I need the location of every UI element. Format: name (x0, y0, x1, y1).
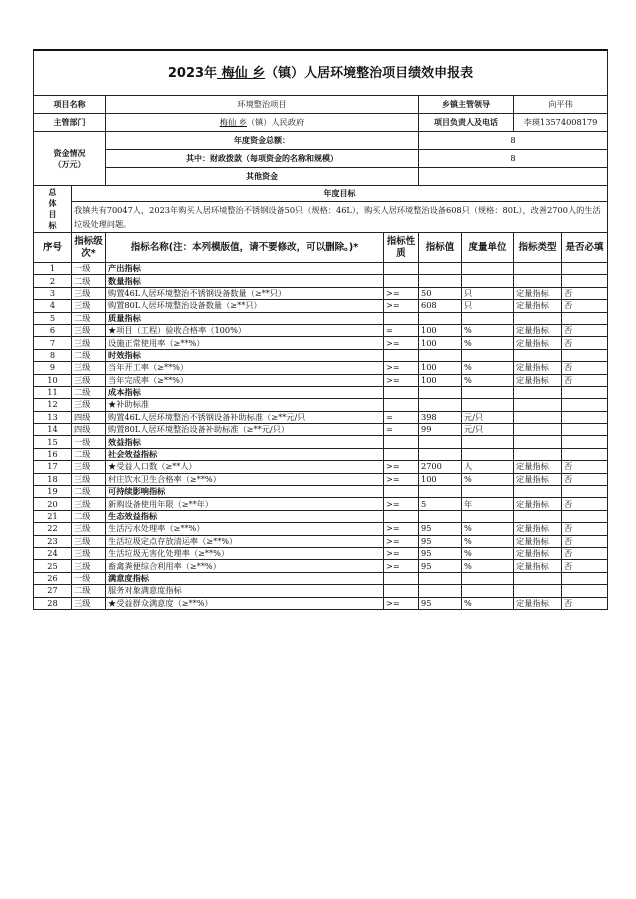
indicator-seq: 28 (34, 597, 72, 609)
indicator-row (34, 349, 608, 361)
indicator-level: 三级 (72, 535, 106, 547)
indicator-level: 一级 (72, 572, 106, 584)
township-name: 梅仙 乡 (217, 65, 266, 81)
col-type: 指标类型 (514, 233, 562, 263)
col-nature: 指标性质 (384, 233, 419, 263)
indicator-required (562, 399, 608, 411)
indicator-required (562, 411, 608, 423)
indicator-name: 村庄饮水卫生合格率（≥**%） (106, 473, 384, 485)
indicator-value (419, 386, 462, 398)
indicator-seq: 25 (34, 560, 72, 572)
indicator-unit: % (462, 547, 514, 559)
indicator-required (562, 510, 608, 522)
indicator-nature (384, 510, 419, 522)
indicator-level: 三级 (72, 547, 106, 559)
indicator-level: 三级 (72, 362, 106, 374)
indicator-nature: >= (384, 300, 419, 312)
indicator-value: 95 (419, 535, 462, 547)
indicator-required: 否 (562, 362, 608, 374)
indicator-value (419, 448, 462, 460)
indicator-required (562, 424, 608, 436)
indicator-name: 质量指标 (106, 312, 384, 324)
indicator-type: 定量指标 (514, 560, 562, 572)
indicator-type: 定量指标 (514, 535, 562, 547)
indicator-type: 定量指标 (514, 287, 562, 299)
indicator-unit: % (462, 535, 514, 547)
indicator-type (514, 424, 562, 436)
indicator-value (419, 436, 462, 448)
annual-goal-text: 我镇共有70047人，2023年购买人居环境整治不锈钢设备50只（规格：46L），购买人居环境整治设备608只（规格：80L），改善2700人的生活垃圾处理问题。 (72, 202, 608, 233)
indicator-row (34, 486, 608, 498)
indicator-row (34, 424, 608, 436)
indicator-nature: >= (384, 498, 419, 510)
indicator-value: 608 (419, 300, 462, 312)
indicator-row (34, 436, 608, 448)
indicator-row (34, 275, 608, 287)
indicator-type: 定量指标 (514, 461, 562, 473)
indicator-required: 否 (562, 324, 608, 336)
contact-label: 项目负责人及电话 (419, 114, 514, 132)
indicator-value: 100 (419, 374, 462, 386)
indicator-nature (384, 572, 419, 584)
indicator-required (562, 436, 608, 448)
indicator-name: 时效指标 (106, 349, 384, 361)
indicator-name: 生态效益指标 (106, 510, 384, 522)
indicator-value: 95 (419, 597, 462, 609)
indicator-row (34, 411, 608, 423)
indicator-rows (34, 263, 608, 610)
indicator-seq: 21 (34, 510, 72, 522)
indicator-nature (384, 436, 419, 448)
indicator-row (34, 386, 608, 398)
indicator-name: 社会效益指标 (106, 448, 384, 460)
indicator-required: 否 (562, 300, 608, 312)
indicator-required (562, 448, 608, 460)
indicator-unit: 元/只 (462, 424, 514, 436)
indicator-seq: 4 (34, 300, 72, 312)
indicator-type (514, 386, 562, 398)
indicator-value (419, 399, 462, 411)
indicator-level: 三级 (72, 337, 106, 349)
indicator-value: 95 (419, 560, 462, 572)
indicator-seq: 20 (34, 498, 72, 510)
indicator-level: 三级 (72, 300, 106, 312)
indicator-name: ★受益人口数（≥**人） (106, 461, 384, 473)
indicator-value (419, 349, 462, 361)
indicator-unit: 只 (462, 300, 514, 312)
indicator-seq: 26 (34, 572, 72, 584)
indicator-nature (384, 275, 419, 287)
indicator-seq: 3 (34, 287, 72, 299)
indicator-level: 二级 (72, 510, 106, 522)
indicator-level: 三级 (72, 461, 106, 473)
indicator-name: 购置46L人居环境整治不锈钢设备数量（≥**只） (106, 287, 384, 299)
indicator-required (562, 275, 608, 287)
indicator-level: 三级 (72, 399, 106, 411)
indicator-row (34, 473, 608, 485)
indicator-required: 否 (562, 287, 608, 299)
project-name-value: 环境整治项目 (106, 96, 419, 114)
indicator-name: 设施正常使用率（≥**%） (106, 337, 384, 349)
indicator-row (34, 362, 608, 374)
indicator-name: 购置80L人居环境整治设备数量（≥**只） (106, 300, 384, 312)
indicator-unit (462, 572, 514, 584)
indicator-seq: 19 (34, 486, 72, 498)
indicator-level: 一级 (72, 263, 106, 275)
indicator-unit (462, 399, 514, 411)
indicator-unit (462, 312, 514, 324)
indicator-name: 服务对象满意度指标 (106, 585, 384, 597)
indicator-name: 效益指标 (106, 436, 384, 448)
indicator-value: 5 (419, 498, 462, 510)
indicator-row (34, 585, 608, 597)
indicator-name: ★项目（工程）验收合格率（100%） (106, 324, 384, 336)
indicator-unit (462, 510, 514, 522)
indicator-seq: 10 (34, 374, 72, 386)
indicator-nature: >= (384, 337, 419, 349)
indicator-level: 三级 (72, 287, 106, 299)
indicator-type (514, 275, 562, 287)
indicator-row (34, 572, 608, 584)
indicator-level: 三级 (72, 324, 106, 336)
indicator-value (419, 486, 462, 498)
indicator-row (34, 300, 608, 312)
indicator-row (34, 547, 608, 559)
indicator-type (514, 399, 562, 411)
indicator-name: 新购设备使用年限（≥**年） (106, 498, 384, 510)
indicator-row (34, 312, 608, 324)
indicator-nature (384, 448, 419, 460)
indicator-nature: >= (384, 523, 419, 535)
indicator-value (419, 572, 462, 584)
performance-report-sheet (33, 49, 607, 610)
indicator-row (34, 523, 608, 535)
indicator-seq: 22 (34, 523, 72, 535)
indicator-name: 购置46L人居环境整治不锈钢设备补助标准（≥**元/只 (106, 411, 384, 423)
indicator-unit (462, 386, 514, 398)
indicator-unit: 年 (462, 498, 514, 510)
indicator-unit: % (462, 362, 514, 374)
indicator-value: 95 (419, 547, 462, 559)
indicator-row (34, 461, 608, 473)
contact-value: 李瑛13574008179 (514, 114, 608, 132)
indicator-unit: 人 (462, 461, 514, 473)
indicator-row (34, 510, 608, 522)
indicator-nature (384, 312, 419, 324)
indicator-required (562, 585, 608, 597)
indicator-nature (384, 349, 419, 361)
leader-label: 乡镇主管领导 (419, 96, 514, 114)
indicator-type (514, 263, 562, 275)
indicator-name: 生活垃圾定点存放清运率（≥**%） (106, 535, 384, 547)
indicator-required: 否 (562, 498, 608, 510)
indicator-type: 定量指标 (514, 300, 562, 312)
indicator-row (34, 597, 608, 609)
indicator-type (514, 349, 562, 361)
indicator-type (514, 572, 562, 584)
indicator-row (34, 399, 608, 411)
indicator-unit (462, 436, 514, 448)
funds-label: 资金情况 （万元） (34, 132, 106, 186)
indicator-level: 三级 (72, 560, 106, 572)
indicator-required: 否 (562, 461, 608, 473)
indicator-type (514, 436, 562, 448)
indicator-unit (462, 448, 514, 460)
indicator-type: 定量指标 (514, 324, 562, 336)
indicator-level: 三级 (72, 523, 106, 535)
indicator-required: 否 (562, 473, 608, 485)
indicator-unit: % (462, 597, 514, 609)
indicator-level: 二级 (72, 585, 106, 597)
indicator-row (34, 448, 608, 460)
indicator-required (562, 386, 608, 398)
indicator-unit: 元/只 (462, 411, 514, 423)
indicator-type: 定量指标 (514, 498, 562, 510)
funds-total-label: 年度资金总额： (106, 132, 419, 150)
indicator-level: 二级 (72, 386, 106, 398)
indicator-required (562, 349, 608, 361)
indicator-seq: 13 (34, 411, 72, 423)
indicator-type (514, 510, 562, 522)
indicator-seq: 6 (34, 324, 72, 336)
indicator-name: 购置80L人居环境整治设备补助标准（≥**元/只） (106, 424, 384, 436)
indicator-value (419, 275, 462, 287)
indicator-unit: % (462, 324, 514, 336)
indicator-level: 四级 (72, 411, 106, 423)
indicator-nature (384, 585, 419, 597)
indicator-seq: 5 (34, 312, 72, 324)
indicator-value: 100 (419, 337, 462, 349)
col-seq: 序号 (34, 233, 72, 263)
indicator-name: 满意度指标 (106, 572, 384, 584)
indicator-unit (462, 275, 514, 287)
indicator-nature: >= (384, 560, 419, 572)
indicator-seq: 2 (34, 275, 72, 287)
indicator-required: 否 (562, 523, 608, 535)
indicator-nature: = (384, 324, 419, 336)
indicator-type (514, 486, 562, 498)
indicator-nature (384, 399, 419, 411)
indicator-value (419, 510, 462, 522)
indicator-unit: % (462, 560, 514, 572)
indicator-level: 三级 (72, 597, 106, 609)
indicator-unit: % (462, 473, 514, 485)
indicator-row (34, 498, 608, 510)
indicator-seq: 9 (34, 362, 72, 374)
indicator-value (419, 263, 462, 275)
indicator-level: 三级 (72, 473, 106, 485)
funds-other-value (419, 168, 608, 186)
indicator-nature: = (384, 424, 419, 436)
indicator-level: 二级 (72, 312, 106, 324)
funds-fiscal-label: 其中：财政拨款（每项资金的名称和规模） (106, 150, 419, 168)
indicator-type: 定量指标 (514, 337, 562, 349)
indicator-level: 三级 (72, 498, 106, 510)
indicator-type: 定量指标 (514, 597, 562, 609)
indicator-name: 产出指标 (106, 263, 384, 275)
indicator-name: 可持续影响指标 (106, 486, 384, 498)
indicator-seq: 7 (34, 337, 72, 349)
indicator-value: 2700 (419, 461, 462, 473)
indicator-level: 一级 (72, 436, 106, 448)
indicator-name: 生活垃圾无害化处理率（≥**%） (106, 547, 384, 559)
funds-total-value: 8 (419, 132, 608, 150)
indicator-value: 100 (419, 473, 462, 485)
funds-fiscal-value: 8 (419, 150, 608, 168)
indicator-value (419, 312, 462, 324)
indicator-unit: 只 (462, 287, 514, 299)
indicator-unit: % (462, 374, 514, 386)
indicator-seq: 15 (34, 436, 72, 448)
indicator-name: 数量指标 (106, 275, 384, 287)
col-indicator-name: 指标名称(注：本列模版值，请不要修改，可以删除。)* (106, 233, 384, 263)
indicator-row (34, 324, 608, 336)
funds-other-label: 其他资金 (106, 168, 419, 186)
indicator-value: 100 (419, 362, 462, 374)
indicator-seq: 27 (34, 585, 72, 597)
indicator-type (514, 448, 562, 460)
indicator-row (34, 560, 608, 572)
indicator-nature: >= (384, 597, 419, 609)
indicator-nature: >= (384, 473, 419, 485)
indicator-row (34, 535, 608, 547)
indicator-nature: >= (384, 287, 419, 299)
annual-goal-label: 年度目标 (72, 186, 608, 202)
indicator-row (34, 337, 608, 349)
indicator-required (562, 263, 608, 275)
indicator-row (34, 263, 608, 275)
indicator-unit (462, 585, 514, 597)
indicator-name: 当年完成率（≥**%） (106, 374, 384, 386)
report-table (33, 49, 608, 610)
indicator-required (562, 572, 608, 584)
indicator-value: 100 (419, 324, 462, 336)
indicator-nature: >= (384, 362, 419, 374)
indicator-seq: 16 (34, 448, 72, 460)
department-label: 主管部门 (34, 114, 106, 132)
indicator-required: 否 (562, 547, 608, 559)
indicator-seq: 24 (34, 547, 72, 559)
indicator-type (514, 411, 562, 423)
indicator-name: ★受益群众满意度（≥**%） (106, 597, 384, 609)
indicator-required: 否 (562, 337, 608, 349)
indicator-seq: 23 (34, 535, 72, 547)
indicator-unit: % (462, 523, 514, 535)
indicator-type: 定量指标 (514, 547, 562, 559)
indicator-name: 生活污水处理率（≥**%） (106, 523, 384, 535)
indicator-row (34, 287, 608, 299)
indicator-unit: % (462, 337, 514, 349)
col-unit: 度量单位 (462, 233, 514, 263)
indicator-level: 二级 (72, 448, 106, 460)
overall-goal-label: 总 体 目 标 (34, 186, 72, 233)
indicator-seq: 8 (34, 349, 72, 361)
indicator-nature: >= (384, 547, 419, 559)
indicator-nature: >= (384, 374, 419, 386)
indicator-required: 否 (562, 535, 608, 547)
indicator-name: 成本指标 (106, 386, 384, 398)
indicator-seq: 1 (34, 263, 72, 275)
indicator-seq: 12 (34, 399, 72, 411)
indicator-required: 否 (562, 374, 608, 386)
indicator-unit (462, 263, 514, 275)
report-title: 2023年 梅仙 乡（镇）人居环境整治项目绩效申报表 (34, 50, 608, 96)
indicator-level: 二级 (72, 486, 106, 498)
indicator-type: 定量指标 (514, 374, 562, 386)
indicator-seq: 14 (34, 424, 72, 436)
indicator-unit (462, 486, 514, 498)
indicator-name: ★补助标准 (106, 399, 384, 411)
indicator-nature (384, 263, 419, 275)
indicator-unit (462, 349, 514, 361)
col-value: 指标值 (419, 233, 462, 263)
col-required: 是否必填 (562, 233, 608, 263)
indicator-nature (384, 486, 419, 498)
indicator-type: 定量指标 (514, 523, 562, 535)
indicator-level: 二级 (72, 275, 106, 287)
indicator-value: 99 (419, 424, 462, 436)
indicator-required: 否 (562, 597, 608, 609)
indicator-type: 定量指标 (514, 362, 562, 374)
indicator-row (34, 374, 608, 386)
indicator-seq: 11 (34, 386, 72, 398)
indicator-type (514, 585, 562, 597)
indicator-nature: = (384, 411, 419, 423)
indicator-nature: >= (384, 461, 419, 473)
indicator-required (562, 312, 608, 324)
indicator-seq: 17 (34, 461, 72, 473)
indicator-required (562, 486, 608, 498)
indicator-name: 畜禽粪便综合利用率（≥**%） (106, 560, 384, 572)
indicator-value: 95 (419, 523, 462, 535)
indicator-value (419, 585, 462, 597)
indicator-type (514, 312, 562, 324)
indicator-type: 定量指标 (514, 473, 562, 485)
leader-value: 向平伟 (514, 96, 608, 114)
indicator-nature (384, 386, 419, 398)
indicator-value: 50 (419, 287, 462, 299)
indicator-nature: >= (384, 535, 419, 547)
indicator-name: 当年开工率（≥**%） (106, 362, 384, 374)
indicator-value: 398 (419, 411, 462, 423)
department-value: 梅仙 乡（镇）人民政府 (106, 114, 419, 132)
indicator-level: 四级 (72, 424, 106, 436)
project-name-label: 项目名称 (34, 96, 106, 114)
col-level: 指标级次* (72, 233, 106, 263)
indicator-seq: 18 (34, 473, 72, 485)
indicator-required: 否 (562, 560, 608, 572)
indicator-level: 二级 (72, 349, 106, 361)
indicator-level: 三级 (72, 374, 106, 386)
